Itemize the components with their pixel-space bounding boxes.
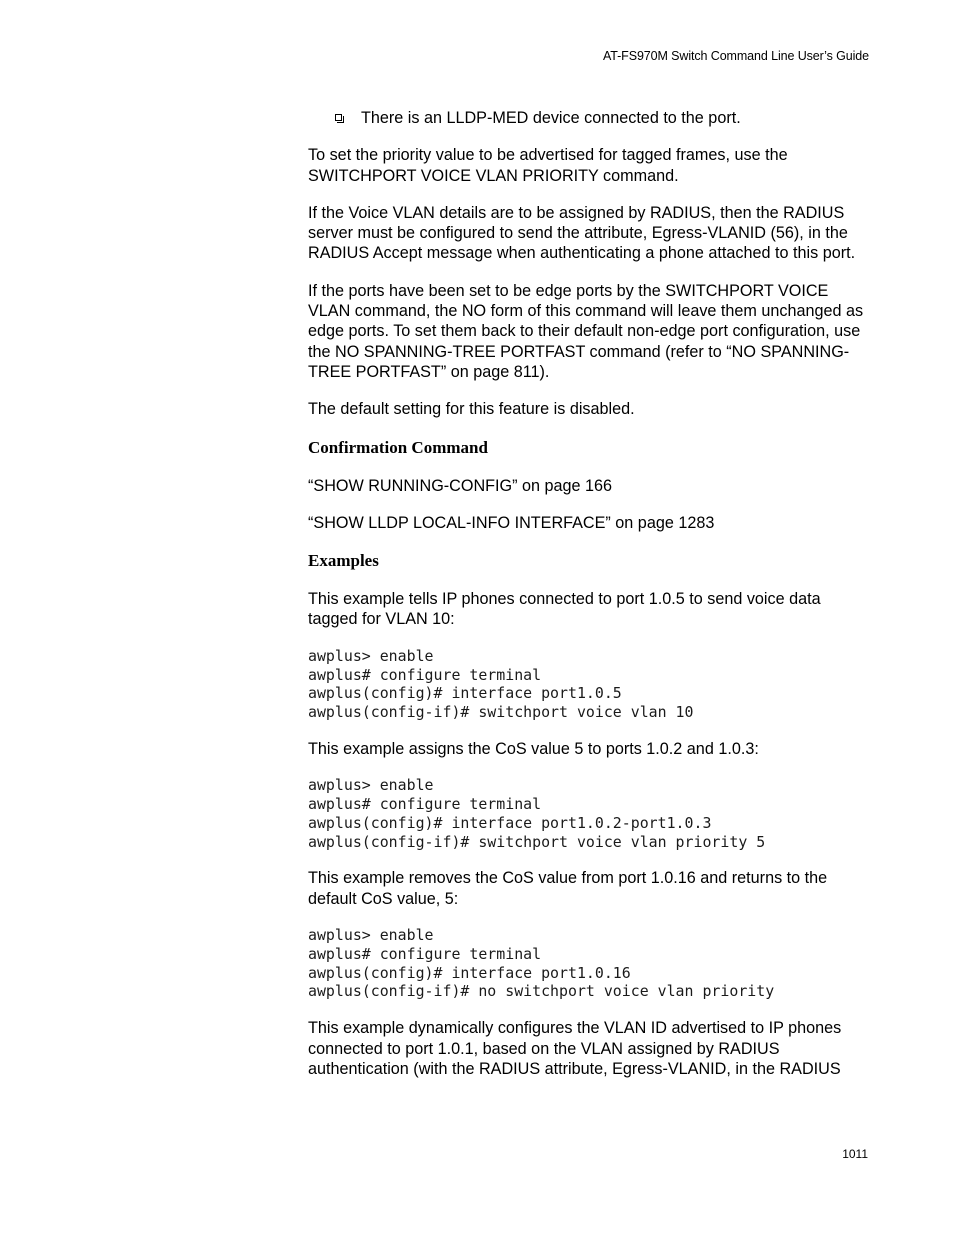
example2-code: awplus> enable awplus# configure terminal awplus(config)# interface port1.0.2-port1.0.3 awplus(config-if)# switchport voice vlan priority 5: [308, 776, 766, 851]
examples-heading: Examples: [308, 551, 379, 571]
bullet-text: There is an LLDP-MED device connected to the port.: [361, 109, 741, 127]
example1-code: awplus> enable awplus# configure terminal awplus(config)# interface port1.0.5 awplus(config-if)# switchport voice vlan 10: [308, 646, 694, 722]
example3-text: This example removes the CoS value from port 1.0.16 and returns to the default CoS value, 5:: [308, 869, 828, 908]
bullet-item: [335, 108, 873, 128]
confirmation-ref-running-config: “SHOW RUNNING-CONFIG” on page 166: [308, 476, 613, 495]
example2-text: This example assigns the CoS value 5 to ports 1.0.2 and 1.0.3:: [308, 739, 759, 758]
example1-text: This example tells IP phones connected to port 1.0.5 to send voice data tagged for VLAN 10:: [308, 590, 821, 629]
paragraph-priority: To set the priority value to be advertised for tagged frames, use the SWITCHPORT VOICE VLAN PRIORITY command.: [308, 146, 788, 185]
checkbox-bullet-icon: [335, 114, 342, 121]
example3-code: awplus> enable awplus# configure terminal awplus(config)# interface port1.0.16 awplus(config-if)# no switchport voice vlan priority: [308, 926, 775, 1001]
paragraph-radius: If the Voice VLAN details are to be assigned by RADIUS, then the RADIUS server must be configured to send the attribute, Egress-VLANID (56), in the RADIUS Accept message when authenticating a phone attached to this port.: [308, 203, 856, 263]
confirmation-heading: Confirmation Command: [308, 437, 488, 457]
paragraph-default: The default setting for this feature is disabled.: [308, 400, 635, 419]
paragraph-edge-ports: If the ports have been set to be edge ports by the SWITCHPORT VOICE VLAN command, the NO form of this command will leave them unchanged as edge ports. To set them back to their default non-edge port configuration, use the NO SPANNING-TREE PORTFAST command (refer to “NO SPANNING-TREE PORTFAST” on page 811).: [308, 281, 864, 381]
running-header: AT-FS970M Switch Command Line User’s Guide: [602, 49, 869, 63]
page-number: 1011: [842, 1147, 868, 1161]
example4-text: This example dynamically configures the VLAN ID advertised to IP phones connected to port 1.0.1, based on the VLAN assigned by RADIUS authentication (with the RADIUS attribute, Egress-VLANID, in the RADIUS: [308, 1019, 842, 1078]
confirmation-ref-lldp: “SHOW LLDP LOCAL-INFO INTERFACE” on page 1283: [308, 513, 715, 532]
page-body: [308, 108, 873, 1096]
